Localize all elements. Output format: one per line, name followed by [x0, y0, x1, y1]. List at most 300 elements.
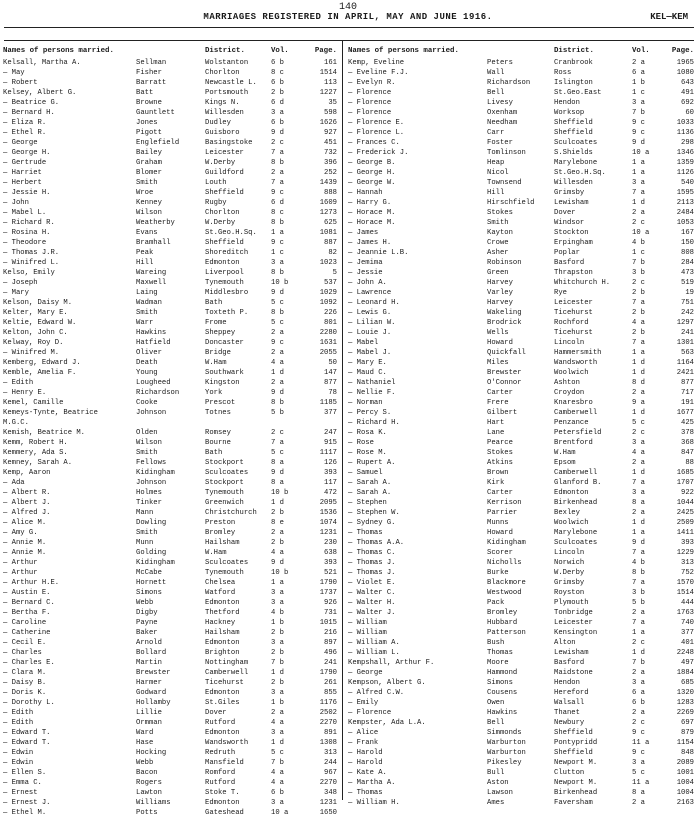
- entry-name: — William: [348, 629, 387, 637]
- entry-name: — Alice: [348, 729, 379, 737]
- entry-name: — Norman: [348, 399, 383, 407]
- page-ref: 167: [681, 229, 694, 237]
- register-row: [348, 248, 694, 258]
- district: Chorlton: [205, 209, 240, 217]
- volume: 1 b: [271, 699, 284, 707]
- volume: 3 a: [271, 689, 284, 697]
- district: Totnes: [205, 409, 231, 417]
- page-ref: 1790: [319, 669, 337, 677]
- register-row: [348, 348, 694, 358]
- entry-name: — James: [348, 229, 379, 237]
- page-ref: 1044: [676, 499, 694, 507]
- spouse-surname: Kenney: [136, 199, 162, 207]
- top-rule: [4, 27, 694, 28]
- register-row: [348, 108, 694, 118]
- register-row: [348, 98, 694, 108]
- volume: 2 a: [632, 669, 645, 677]
- entry-name: Kelsey, Albert G.: [3, 89, 77, 97]
- spouse-surname: Smith: [136, 449, 158, 457]
- spouse-surname: Smith: [487, 219, 509, 227]
- district: Edmonton: [205, 689, 240, 697]
- register-row: [3, 408, 339, 418]
- entry-name: Keltie, Edward W.: [3, 319, 77, 327]
- register-row: [3, 398, 339, 408]
- spouse-surname: Hase: [136, 739, 154, 747]
- entry-name: — Alfred J.: [3, 509, 51, 517]
- page-ref: 927: [324, 129, 337, 137]
- entry-name: — Dorothy L.: [3, 699, 55, 707]
- spouse-surname: Warburton: [487, 739, 526, 747]
- page-ref: 1650: [319, 809, 337, 817]
- register-row: [348, 688, 694, 698]
- register-row: [348, 508, 694, 518]
- entry-name: — George: [3, 139, 38, 147]
- spouse-surname: Young: [136, 369, 158, 377]
- district: Sheffield: [554, 729, 593, 737]
- register-row: [3, 208, 339, 218]
- volume: 8 b: [271, 219, 284, 227]
- volume: 8 b: [271, 399, 284, 407]
- page-ref: 444: [681, 599, 694, 607]
- district: Plymouth: [554, 599, 589, 607]
- spouse-surname: Weatherby: [136, 219, 175, 227]
- header-rule: [4, 40, 694, 41]
- spouse-surname: Richardson: [487, 79, 531, 87]
- spouse-surname: Johnson: [136, 479, 167, 487]
- district: St.Geo.H.Sq.: [554, 169, 606, 177]
- volume: 2 a: [271, 169, 284, 177]
- volume: 9 c: [632, 729, 645, 737]
- entry-name: — Thomas J.R.: [3, 249, 60, 257]
- spouse-surname: Ames: [487, 799, 505, 807]
- district: Stockport: [205, 459, 244, 467]
- district: Lincoln: [554, 549, 585, 557]
- volume: 6 b: [271, 59, 284, 67]
- register-row: [348, 268, 694, 278]
- spouse-surname: Westwood: [487, 589, 522, 597]
- spouse-surname: Hawkins: [487, 709, 518, 717]
- register-row: [348, 598, 694, 608]
- volume: 7 a: [271, 439, 284, 447]
- volume: 10 a: [632, 229, 650, 237]
- volume: 8 a: [271, 479, 284, 487]
- entry-name: Kemm, Robert H.: [3, 439, 68, 447]
- volume: 9 d: [271, 289, 284, 297]
- spouse-surname: O'Connor: [487, 379, 522, 387]
- district: Edmonton: [205, 259, 240, 267]
- volume: 5 c: [271, 749, 284, 757]
- spouse-surname: Johnson: [136, 409, 167, 417]
- entry-name: — Walter J.: [348, 609, 396, 617]
- register-row: [3, 708, 339, 718]
- entry-name: — Harry G.: [348, 199, 392, 207]
- district: Ashton: [554, 379, 580, 387]
- entry-name: — Florence E.: [348, 119, 405, 127]
- district: St.Geo.H.Sq.: [205, 229, 257, 237]
- entry-name: — Bernard H.: [3, 109, 55, 117]
- volume: 2 c: [632, 719, 645, 727]
- district: Thetford: [205, 609, 240, 617]
- spouse-surname: Carter: [487, 389, 513, 397]
- entry-name: — Jessie H.: [3, 189, 51, 197]
- spouse-surname: Quickfall: [487, 349, 526, 357]
- district: Tonbridge: [554, 609, 593, 617]
- volume: 6 b: [271, 119, 284, 127]
- entry-name: — Stephen W.: [348, 509, 400, 517]
- entry-name: — Edwin: [3, 759, 34, 767]
- register-row: [348, 168, 694, 178]
- page-ref: 1033: [676, 119, 694, 127]
- spouse-surname: Bull: [487, 769, 505, 777]
- right-column: [348, 44, 694, 807]
- entry-name: — Florence: [348, 89, 392, 97]
- district: Guisboro: [205, 129, 240, 137]
- entry-name: — Leonard H.: [348, 299, 400, 307]
- volume: 2 c: [632, 279, 645, 287]
- spouse-surname: Crowe: [487, 239, 509, 247]
- spouse-surname: Green: [487, 269, 509, 277]
- entry-name: Kemberg, Edward J.: [3, 359, 81, 367]
- district: Watford: [205, 589, 236, 597]
- district: Doncaster: [205, 339, 244, 347]
- volume: 2 b: [632, 329, 645, 337]
- register-row: [348, 278, 694, 288]
- entry-name: Kelway, Roy D.: [3, 339, 64, 347]
- district: W.Derby: [205, 219, 236, 227]
- spouse-surname: Atkins: [487, 459, 513, 467]
- register-row: [348, 728, 694, 738]
- volume: 2 a: [271, 709, 284, 717]
- page-ref: 643: [681, 79, 694, 87]
- volume: 1 a: [632, 169, 645, 177]
- volume: 2 b: [271, 679, 284, 687]
- volume: 2 a: [632, 459, 645, 467]
- page-ref: 855: [324, 689, 337, 697]
- register-row: [3, 278, 339, 288]
- entry-name: — Winifred L.: [3, 259, 60, 267]
- page-ref: 377: [681, 629, 694, 637]
- page-ref: 348: [324, 789, 337, 797]
- spouse-surname: Pack: [487, 599, 505, 607]
- register-row: [3, 568, 339, 578]
- spouse-surname: Harvey: [487, 299, 513, 307]
- page-ref: 2270: [319, 719, 337, 727]
- district: Willesden: [554, 179, 593, 187]
- district: Lewisham: [554, 199, 589, 207]
- entry-name: — Kate A.: [348, 769, 387, 777]
- register-row: [3, 718, 339, 728]
- spouse-surname: Williams: [136, 799, 171, 807]
- spouse-surname: Webb: [136, 599, 154, 607]
- entry-name: — Florence: [348, 709, 392, 717]
- district: Toxteth P.: [205, 309, 249, 317]
- entry-name: — Annie M.: [3, 539, 47, 547]
- register-row: [3, 478, 339, 488]
- page-ref: 2113: [676, 199, 694, 207]
- entry-name: — Edith: [3, 709, 34, 717]
- volume: 6 d: [271, 199, 284, 207]
- page-ref: 877: [324, 379, 337, 387]
- register-row: [3, 98, 339, 108]
- spouse-surname: Hill: [487, 189, 505, 197]
- district: Clutton: [554, 769, 585, 777]
- register-row: [348, 748, 694, 758]
- register-row: [348, 778, 694, 788]
- volume: 4 a: [271, 549, 284, 557]
- page-ref: 563: [681, 349, 694, 357]
- entry-name: — Arthur H.E.: [3, 579, 60, 587]
- volume: 4 a: [632, 449, 645, 457]
- spouse-surname: Brewster: [136, 669, 171, 677]
- entry-name: — Jessie: [348, 269, 383, 277]
- volume: 1 a: [271, 229, 284, 237]
- register-row: [348, 788, 694, 798]
- volume: 8 a: [632, 789, 645, 797]
- register-row: [348, 408, 694, 418]
- district: Rutford: [205, 779, 236, 787]
- spouse-surname: Scorer: [487, 549, 513, 557]
- spouse-surname: Lillie: [136, 709, 162, 717]
- entry-name: — William H.: [348, 799, 400, 807]
- volume: 1 a: [632, 529, 645, 537]
- spouse-surname: Hawkins: [136, 329, 167, 337]
- spouse-surname: Bollard: [136, 649, 167, 657]
- register-row: [3, 808, 339, 818]
- volume: 3 a: [271, 599, 284, 607]
- register-row: [348, 418, 694, 428]
- volume: 1 a: [632, 159, 645, 167]
- entry-name: — Catherine: [3, 629, 51, 637]
- register-row: [348, 518, 694, 528]
- spouse-surname: Lougheed: [136, 379, 171, 387]
- volume: 1 d: [271, 369, 284, 377]
- volume: 3 a: [271, 639, 284, 647]
- entry-name: — Jemima: [348, 259, 383, 267]
- entry-name: — Walter H.: [348, 599, 396, 607]
- spouse-surname: Oliver: [136, 349, 162, 357]
- page-ref: 1154: [676, 739, 694, 747]
- page-ref: 1117: [319, 449, 337, 457]
- register-row: [3, 758, 339, 768]
- volume: 2 b: [271, 649, 284, 657]
- volume: 5 c: [271, 319, 284, 327]
- entry-name: Kempster, Ada L.A.: [348, 719, 426, 727]
- register-row: [3, 678, 339, 688]
- page-ref: 915: [324, 439, 337, 447]
- register-row: [348, 668, 694, 678]
- spouse-surname: Martin: [136, 659, 162, 667]
- register-row: [348, 58, 694, 68]
- volume: 7 a: [271, 149, 284, 157]
- page-ref: 1737: [319, 589, 337, 597]
- page-ref: 230: [324, 539, 337, 547]
- district: Thrapston: [554, 269, 593, 277]
- spouse-surname: Hart: [487, 419, 505, 427]
- district: Sculcoates: [205, 559, 249, 567]
- entry-name: Kemeys-Tynte, Beatrice: [3, 409, 98, 417]
- district: Lincoln: [554, 339, 585, 347]
- page-ref: 1626: [319, 119, 337, 127]
- page-ref: 2089: [676, 759, 694, 767]
- volume: 8 a: [271, 459, 284, 467]
- entry-name: — Theodore: [3, 239, 47, 247]
- volume: 9 d: [271, 469, 284, 477]
- page-ref: 393: [324, 469, 337, 477]
- spouse-surname: McCabe: [136, 569, 162, 577]
- district: Cranbrook: [554, 59, 593, 67]
- spouse-surname: Robinson: [487, 259, 522, 267]
- entry-name: — Alfred C.W.: [348, 689, 405, 697]
- district: Liverpool: [205, 269, 244, 277]
- district: Leicester: [554, 299, 593, 307]
- spouse-surname: Olden: [136, 429, 158, 437]
- register-row: [348, 608, 694, 618]
- spouse-surname: Gauntlett: [136, 109, 175, 117]
- district: St.Giles: [205, 699, 240, 707]
- page-ref: 252: [324, 169, 337, 177]
- district: Tynemouth: [205, 279, 244, 287]
- spouse-surname: Digby: [136, 609, 158, 617]
- spouse-surname: Wilson: [136, 209, 162, 217]
- spouse-surname: Simons: [487, 679, 513, 687]
- page-ref: 126: [324, 459, 337, 467]
- entry-name: — Austin E.: [3, 589, 51, 597]
- page-ref: 313: [681, 559, 694, 567]
- page-ref: 1707: [676, 479, 694, 487]
- spouse-surname: Pigott: [136, 129, 162, 137]
- entry-name: — Mabel J.: [348, 349, 392, 357]
- page-ref: 1273: [319, 209, 337, 217]
- spouse-surname: Laing: [136, 289, 158, 297]
- page-ref: 2248: [676, 649, 694, 657]
- district: Grimsby: [554, 579, 585, 587]
- volume: 10 a: [271, 809, 289, 817]
- page-ref: 926: [324, 599, 337, 607]
- register-row: [3, 268, 339, 278]
- spouse-surname: Maxwell: [136, 279, 167, 287]
- page-ref: 150: [681, 239, 694, 247]
- district: Royston: [554, 589, 585, 597]
- register-row: [3, 618, 339, 628]
- register-row: [348, 228, 694, 238]
- volume: 2 b: [271, 539, 284, 547]
- entry-name: — Violet E.: [348, 579, 396, 587]
- volume: 9 c: [271, 239, 284, 247]
- page-ref: 60: [685, 109, 694, 117]
- spouse-surname: Thomas: [487, 649, 513, 657]
- volume: 1 c: [271, 249, 284, 257]
- spouse-surname: Kidingham: [136, 469, 175, 477]
- district: Marylebone: [554, 529, 598, 537]
- spouse-surname: Townsend: [487, 179, 522, 187]
- district: Willesden: [205, 109, 244, 117]
- page-ref: 497: [681, 659, 694, 667]
- page-ref: 313: [324, 749, 337, 757]
- entry-name: — Charles E.: [3, 659, 55, 667]
- register-row: [3, 358, 339, 368]
- page-ref: 1346: [676, 149, 694, 157]
- volume: 2 a: [271, 349, 284, 357]
- page-ref: 519: [681, 279, 694, 287]
- register-row: [348, 498, 694, 508]
- volume: 7 a: [632, 549, 645, 557]
- entry-name: Kelsall, Martha A.: [3, 59, 81, 67]
- spouse-surname: Wroe: [136, 189, 154, 197]
- spouse-surname: Nicholls: [487, 559, 522, 567]
- volume: 5 c: [271, 449, 284, 457]
- page-ref: 1229: [676, 549, 694, 557]
- entry-name: — Sydney G.: [348, 519, 396, 527]
- district: Marylebone: [554, 159, 598, 167]
- page-ref: 393: [681, 539, 694, 547]
- volume: 2 a: [632, 609, 645, 617]
- volume: 8 b: [632, 569, 645, 577]
- entry-name: — George H.: [348, 169, 396, 177]
- volume: 7 a: [632, 479, 645, 487]
- page-ref: 113: [324, 79, 337, 87]
- register-row: [348, 708, 694, 718]
- district: Woolwich: [554, 519, 589, 527]
- entry-name: — Thomas: [348, 529, 383, 537]
- spouse-surname: Holmes: [136, 489, 162, 497]
- spouse-surname: Bacon: [136, 769, 158, 777]
- page-ref: 1609: [319, 199, 337, 207]
- district: Southwark: [205, 369, 244, 377]
- spouse-surname: Stokes: [487, 449, 513, 457]
- entry-name: — Edwin: [3, 749, 34, 757]
- spouse-surname: Harmer: [136, 679, 162, 687]
- district: Wolstanton: [205, 59, 249, 67]
- entry-name: — George W.: [348, 179, 396, 187]
- page-ref: 537: [324, 279, 337, 287]
- register-row: [348, 568, 694, 578]
- entry-name: — Thomas: [348, 789, 383, 797]
- page-title: MARRIAGES REGISTERED IN APRIL, MAY AND JUNE 1916.: [203, 12, 493, 22]
- spouse-surname: Ward: [136, 729, 154, 737]
- register-row: [3, 538, 339, 548]
- entry-name: — Arthur: [3, 559, 38, 567]
- spouse-surname: Foster: [487, 139, 513, 147]
- page-ref: 377: [324, 409, 337, 417]
- spouse-surname: Richardson: [136, 389, 180, 397]
- volume: 6 b: [632, 699, 645, 707]
- register-row: [348, 548, 694, 558]
- volume: 6 b: [271, 789, 284, 797]
- entry-name: — Annie M.: [3, 549, 47, 557]
- district: Sculcoates: [554, 139, 598, 147]
- page-ref: 848: [681, 749, 694, 757]
- register-row: [3, 448, 339, 458]
- entry-name: Kempshall, Arthur F.: [348, 659, 435, 667]
- volume: 2 a: [271, 379, 284, 387]
- district: Bourne: [205, 439, 231, 447]
- district: Camberwell: [554, 469, 598, 477]
- district: Walsall: [554, 699, 585, 707]
- page-ref: 2163: [676, 799, 694, 807]
- district: Camberwell: [205, 669, 249, 677]
- volume: 2 c: [632, 219, 645, 227]
- volume: 10 a: [632, 149, 650, 157]
- register-row: [348, 208, 694, 218]
- spouse-surname: Patterson: [487, 629, 526, 637]
- register-row: [348, 378, 694, 388]
- entry-name: — George B.: [348, 159, 396, 167]
- entry-name: — Charles: [3, 649, 42, 657]
- register-row: [3, 728, 339, 738]
- spouse-surname: Jones: [136, 119, 158, 127]
- page-ref: 491: [681, 89, 694, 97]
- entry-name: — Mary: [3, 289, 29, 297]
